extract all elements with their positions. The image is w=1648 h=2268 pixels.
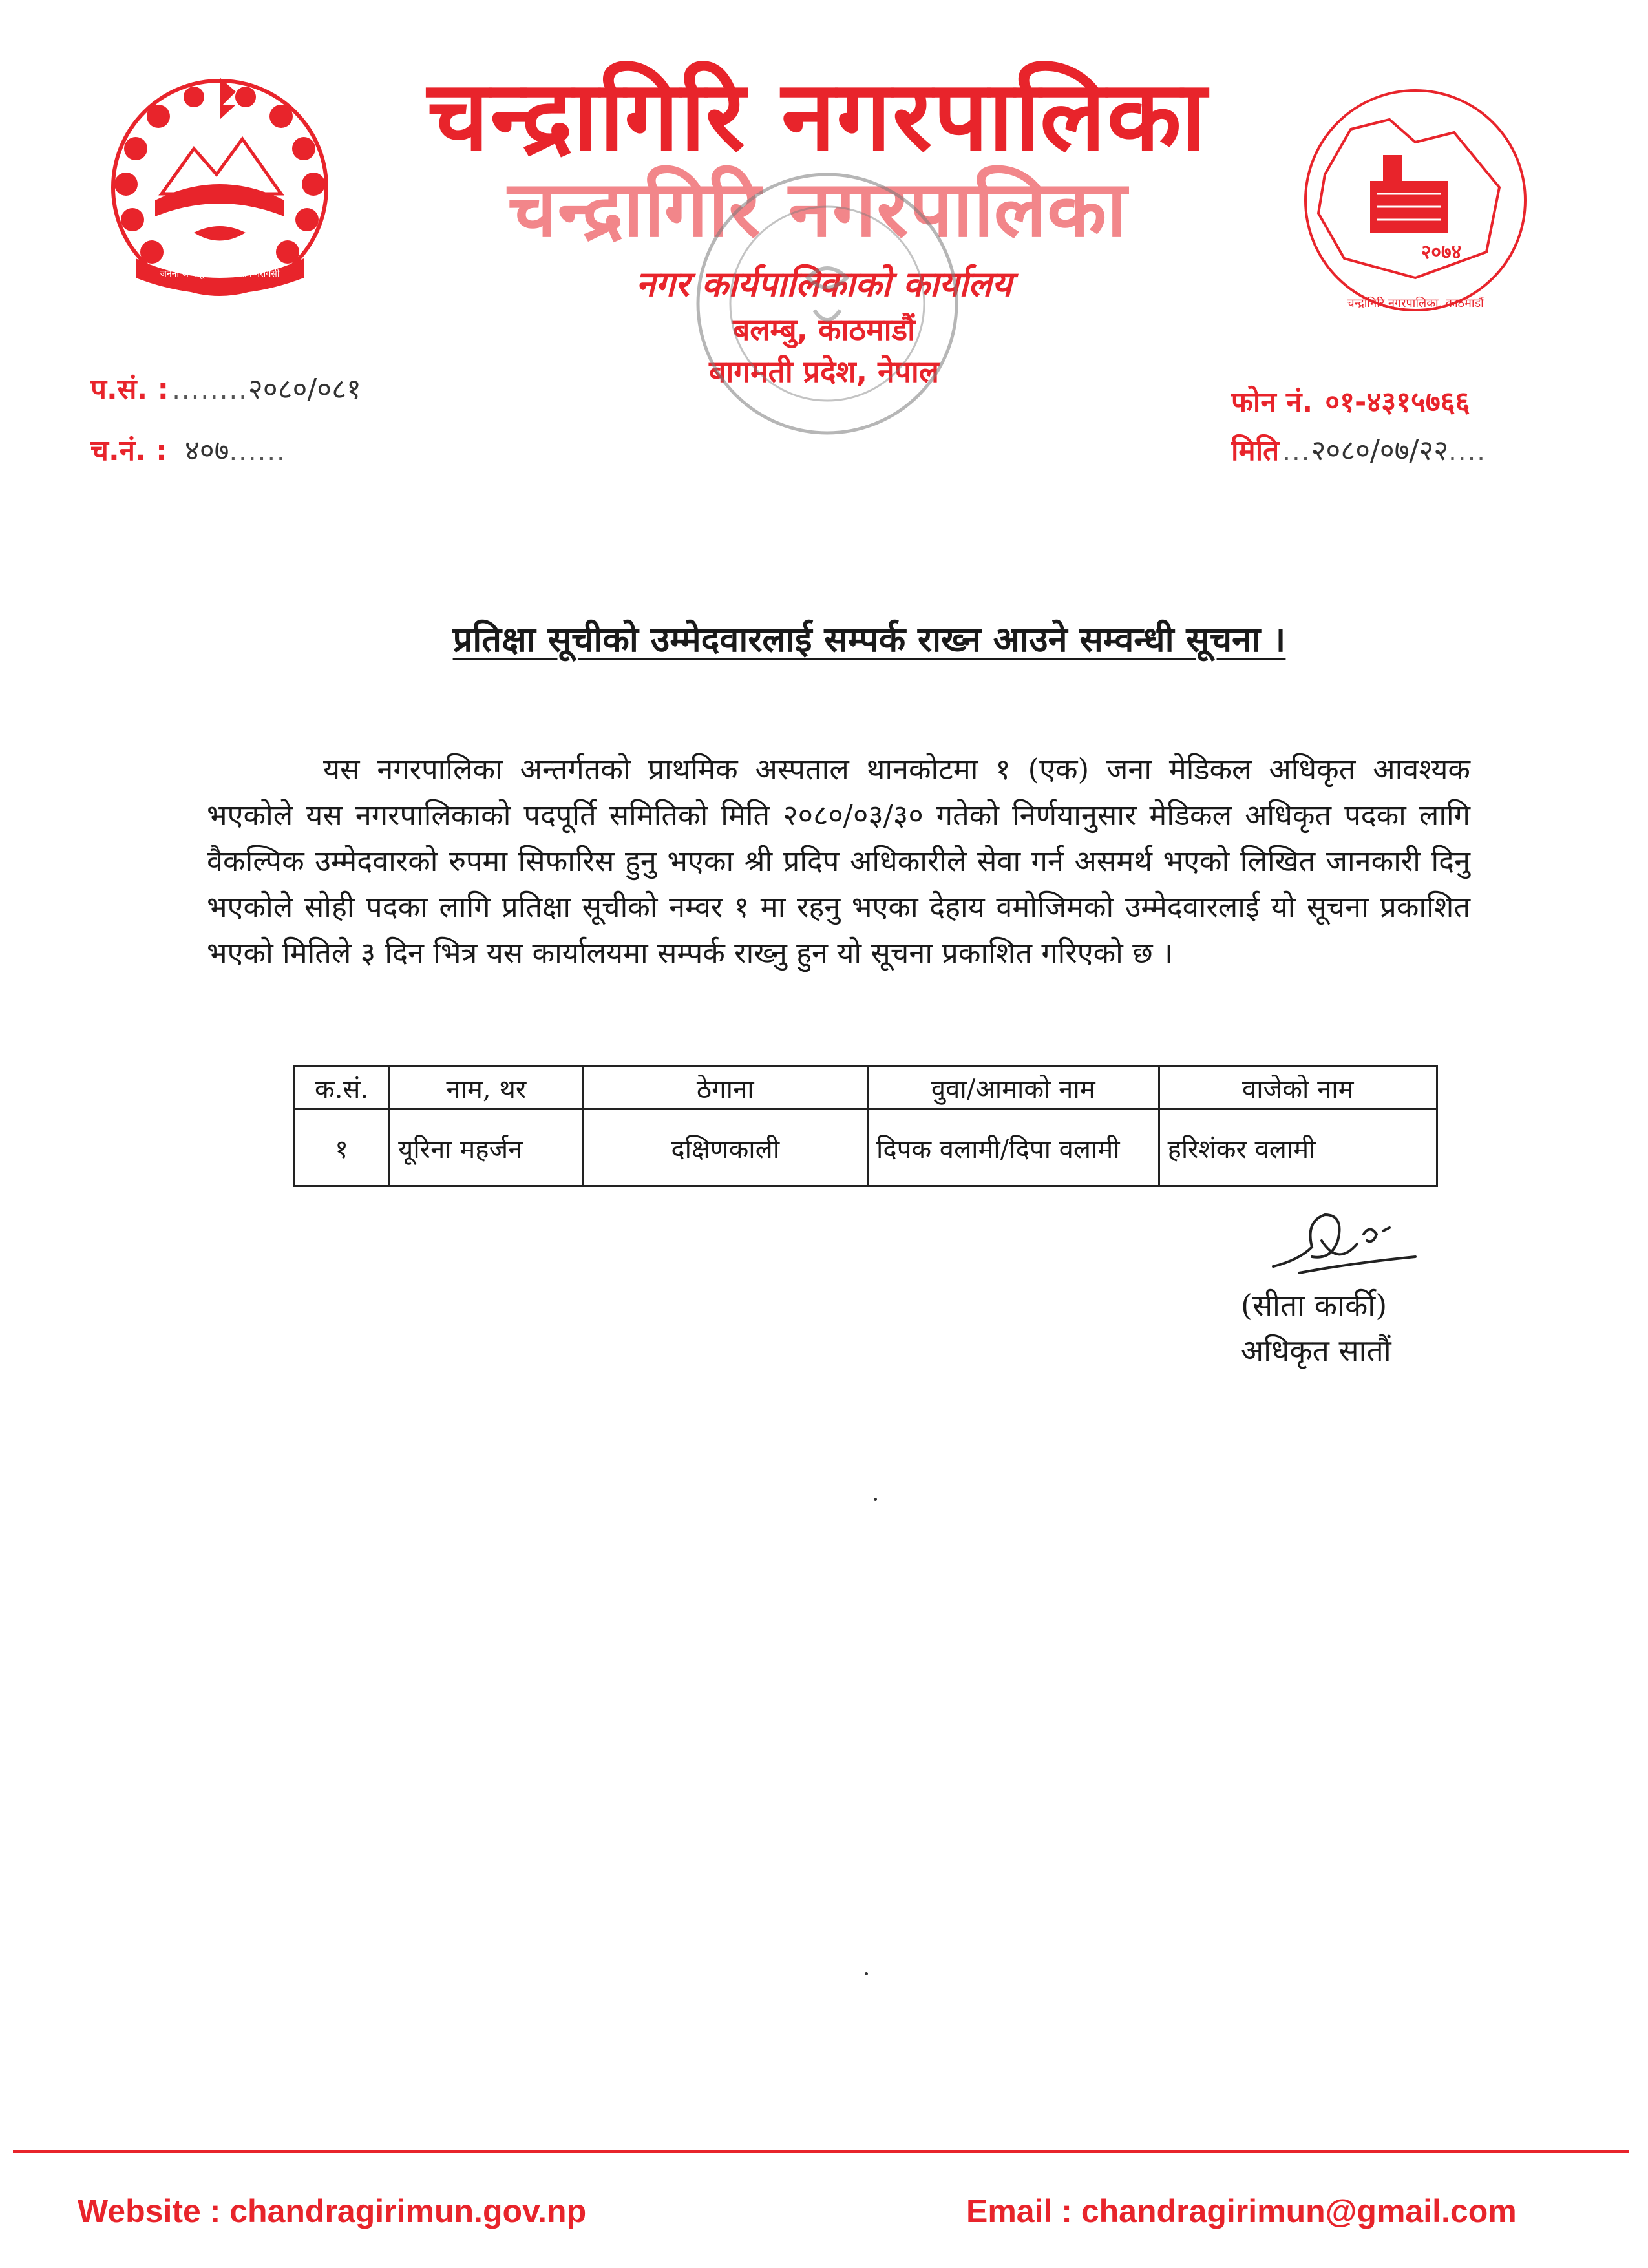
col-header-address: ठेगाना	[583, 1066, 867, 1109]
handwritten-signature	[1260, 1195, 1428, 1286]
cn-label: च.नं. :	[90, 434, 167, 467]
nepal-emblem-logo	[97, 71, 343, 310]
emblem-left-caption: जननी जन्मभूमिश्च स्वर्गादपि गरीयसी	[160, 269, 280, 279]
address-line-2: बागमती प्रदेश, नेपाल	[709, 354, 939, 389]
dispatch-number: च.नं. : ४०७......	[90, 434, 286, 467]
ps-label: प.सं. :	[90, 373, 169, 406]
office-stamp	[685, 162, 969, 446]
notice-heading-text: प्रतिक्षा सूचीको उम्मेदवारलाई सम्पर्क राख्न आउने सम्वन्धी सूचना ।	[452, 619, 1286, 660]
signatory-name: (सीता कार्की)	[1241, 1288, 1388, 1323]
footer-email: Email : chandragirimun@gmail.com	[966, 2193, 1517, 2229]
cell-parents: दिपक वलामी/दिपा वलामी	[868, 1109, 1159, 1186]
logo-year: २०७४	[1421, 241, 1462, 264]
scan-speck	[874, 1498, 877, 1501]
scan-speck	[865, 1972, 868, 1975]
col-header-grandfather: वाजेको नाम	[1159, 1066, 1437, 1109]
municipality-logo	[1286, 84, 1545, 323]
footer-website: Website : chandragirimun.gov.np	[78, 2193, 587, 2229]
cn-value: ४०७	[184, 434, 229, 467]
reference-number: प.सं. : ........२०८०/०८१	[90, 373, 361, 406]
col-header-parents: वुवा/आमाको नाम	[868, 1066, 1159, 1109]
date-value: २०८०/०७/२२	[1311, 434, 1449, 467]
table-row	[294, 1109, 1437, 1186]
candidate-table	[293, 1065, 1438, 1187]
ps-value: २०८०/०८१	[248, 373, 361, 406]
date-label: मिति	[1231, 434, 1280, 467]
address-line-1: बलम्बु, काठमाडौं	[732, 312, 916, 347]
notice-body: यस नगरपालिका अन्तर्गतको प्राथमिक अस्पताल थानकोटमा १ (एक) जना मेडिकल अधिकृत आवश्यक भएकोले यस नगरपालिकाको पदपूर्ति समितिको मिति २०८०/०३/३० गतेको निर्णयानुसार मेडिकल अधिकृत पदका लागि वैकल्पिक उम्मेदवारको रुपमा सिफारिस हुनु भएका श्री प्रदिप अधिकारीले सेवा गर्न असमर्थ भएको लिखित जानकारी दिनु भएकोले सोही पदका लागि प्रतिक्षा सूचीको नम्वर १ मा रहनु भएका देहाय वमोजिमको उम्मेदवारलाई यो सूचना प्रकाशित भएको मितिले ३ दिन भित्र यस कार्यालयमा सम्पर्क राख्नु हुन यो सूचना प्रकाशित गरिएको छ ।	[207, 752, 1470, 970]
logo-caption: चन्द्रागिरि नगरपालिका, काठमाडौं	[1347, 297, 1484, 310]
municipality-title: चन्द्रागिरि नगरपालिका	[427, 60, 1208, 173]
phone-number	[1231, 381, 1470, 420]
phone-label: फोन नं.	[1231, 386, 1313, 419]
col-header-serial: क.सं.	[294, 1066, 390, 1109]
cell-serial: १	[294, 1109, 390, 1186]
table-header-row	[294, 1066, 1437, 1109]
phone-value: ०१-४३१५७६६	[1325, 386, 1470, 419]
notice-heading	[339, 617, 1399, 662]
signatory-position: अधिकृत सातौं	[1241, 1333, 1391, 1368]
cell-name: यूरिना महर्जन	[390, 1109, 583, 1186]
cell-grandfather: हरिशंकर वलामी	[1159, 1109, 1437, 1186]
municipality-title-faded: चन्द्रागिरि नगरपालिका	[507, 165, 1128, 255]
footer-divider	[13, 2150, 1629, 2153]
letter-date: मिति ...२०८०/०७/२२....	[1231, 434, 1486, 467]
office-name: नगर कार्यपालिकाको कार्यालय	[636, 264, 1012, 304]
col-header-name: नाम, थर	[390, 1066, 583, 1109]
cell-address: दक्षिणकाली	[583, 1109, 867, 1186]
signatory-block	[1241, 1283, 1474, 1373]
